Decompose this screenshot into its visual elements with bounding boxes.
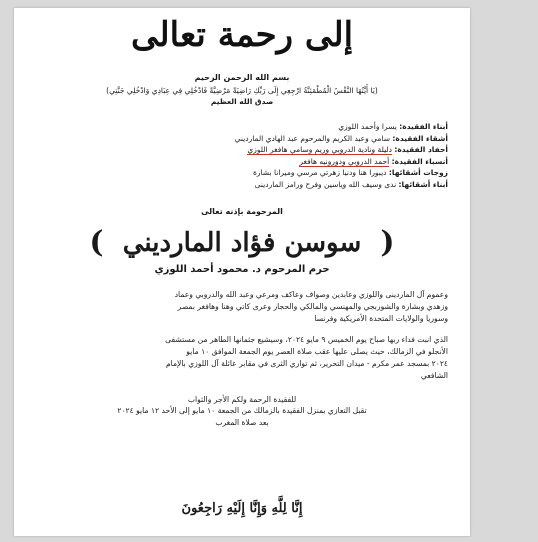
headline: إلى رحمة تعالى (130, 15, 354, 55)
quran-verse: (يَا أَيَّتُهَا النَّفْسُ الْمُطْمَئِنَّةُ ارْجِعِي إِلَى رَبِّكِ رَاضِيَةً مَرْضِيَّةً فَادْخُلِي فِي عِبَادِي وَادْخُلِي جَنَّتِي) (106, 86, 378, 95)
husband-line: حرم المرحوم د. محمود أحمد اللوزي (154, 264, 330, 275)
family-row (30, 144, 448, 156)
family-list (30, 121, 454, 190)
deceased-name-block (30, 225, 454, 261)
relatives-line: وزهدي وبشارة والشوربجي والمهنسي والمالكي والحجار وعرى كاتي وهنا وهافغر بمصر (177, 301, 448, 311)
condolences-line: للفقيدة الرحمة ولكم الأجر والثواب (187, 394, 297, 404)
family-names: ندى وسيف الله وياسين وفرح ورامز الماردينى (254, 179, 397, 189)
family-row (30, 156, 448, 168)
family-row (30, 167, 448, 179)
deceased-name: سوسن فؤاد المارديني (122, 228, 362, 258)
bracket-right: ( (380, 225, 395, 260)
family-names: ديبورا هنا ودنيا زهرتي مرسي وميرانا بشارة (252, 168, 387, 177)
family-row (30, 121, 448, 133)
sadaq-line: صدق الله العظيم (210, 97, 274, 106)
family-names: يسرا وأحمد اللوزي (338, 122, 397, 131)
obituary-sheet (14, 8, 470, 536)
family-label: أحفاد الفقيدة: (394, 145, 448, 154)
condolences-line: بعد صلاة المغرب (215, 418, 269, 428)
announcement-line: الشافعي (420, 370, 448, 380)
closing-verse: إِنَّا لِلَّهِ وَإِنَّا إِلَيْهِ رَاجِعُونَ (181, 501, 303, 516)
condolences-line: تقبل التعازي بمنزل الفقيدة بالزمالك من الجمعة ١٠ مايو إلى الأحد ١٢ مايو ٢٠٢٤ (117, 406, 367, 416)
family-names: سامي وعبد الكريم والمرحوم عبد الهادي المارديني (234, 133, 390, 143)
family-label: أبناء الفقيدة: (399, 122, 448, 131)
relatives-line: وسوريا والولايات المتحدة الأمريكية وفرنسا (314, 313, 448, 323)
condolences-block (30, 394, 454, 429)
relatives-paragraph (30, 289, 454, 324)
bracket-left: ) (89, 225, 104, 260)
announcement-paragraph (30, 334, 454, 381)
family-label: زوجات أشقائها: (388, 168, 448, 177)
relatives-line: وعموم آل الماردينى واللوزي وعابدين وصواف وعاكف ومرعي وعبد الله والدروبي وعماد (174, 290, 448, 299)
basmala: بسم الله الرحمن الرحيم (194, 73, 290, 82)
family-label: أنسباء الفقيدة: (391, 156, 448, 166)
family-names: دليلة ونادية الدروبي وريم وسامي هافغر اللوزي (247, 145, 392, 154)
announcement-line: الأنجلو في الزمالك، حيث يصلى عليها عقب صلاة العصر يوم الجمعة الموافق ١٠ مايو (186, 347, 448, 357)
announcement-line: ٢٠٢٤ بمسجد عمر مكرم - ميدان التحرير، ثم تواري الثرى في مقابر عائلة آل اللوزي بالإمام (165, 358, 448, 368)
family-names: أحمد الدروبي ودورونيه هافغر (299, 156, 390, 166)
family-row (30, 179, 448, 191)
family-row (30, 133, 448, 145)
family-label: أبناء أشقائها: (398, 179, 448, 189)
announcement-line: الذي انبت فداء ربها صباح يوم الخميس ٩ مايو ٢٠٢٤، وسيشيع جثمانها الطاهر من مستشفى (165, 335, 448, 345)
family-label: أشقاء الفقيدة: (392, 133, 448, 143)
deceased-prefix: المرحومة بإذنه تعالى (201, 207, 283, 216)
